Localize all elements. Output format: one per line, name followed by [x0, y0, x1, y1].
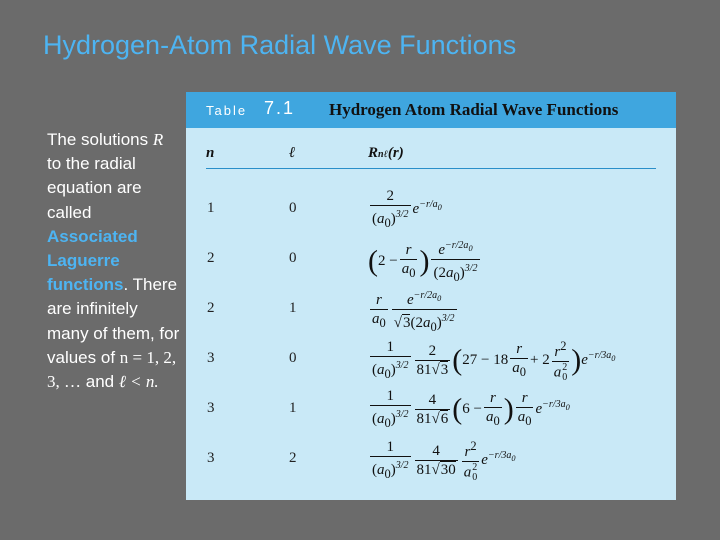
body-text-3: . There are infinitely many of them, for values of: [47, 275, 180, 367]
row-4-l: 0: [289, 350, 297, 366]
row-3-formula: $\frac{r}{a_0}$ $\frac{e^{-r/2a_0}}{√3(2a_0)^{3/2}}$: [372, 290, 455, 334]
row-1-n: 1: [207, 200, 215, 216]
header-rule: [206, 168, 656, 169]
body-text-4: and: [85, 372, 115, 392]
table-label-number: 7.1: [264, 98, 296, 118]
row-4-n: 3: [207, 350, 215, 366]
n-values: n = 1, 2, 3, …: [47, 347, 177, 392]
row-6-n: 3: [207, 450, 215, 466]
row-2-l: 0: [289, 250, 297, 266]
row-1-formula: $\frac{2}{(a_0)^{3/2}}$ $e^{-r/a_0}$: [372, 188, 442, 230]
body-text: [47, 128, 182, 394]
body-text-1: The solutions: [47, 130, 149, 149]
row-6-l: 2: [289, 450, 297, 466]
row-5-n: 3: [207, 400, 215, 416]
table-caption: Hydrogen Atom Radial Wave Functions: [329, 100, 619, 119]
row-1-l: 0: [289, 200, 297, 216]
table-label-word: Table: [206, 103, 248, 118]
column-header-r: Rnℓ(r): [368, 145, 404, 161]
row-3-n: 2: [207, 300, 215, 316]
row-5-l: 1: [289, 400, 297, 416]
l-condition: ℓ < n.: [118, 372, 159, 392]
variable-r: R: [152, 130, 164, 149]
row-5-formula: $\frac{1}{(a_0)^{3/2}}$ $\frac{4}{81√6}$ (6 − $\frac{r}{a_0}$ ) $\frac{r}{a_0}$ $e^{-r/3a_0}$: [372, 388, 570, 430]
slide-title: Hydrogen-Atom Radial Wave Functions: [43, 30, 517, 60]
body-text-2: to the radial equation are called: [47, 154, 142, 222]
column-header-n: n: [206, 145, 215, 161]
row-3-l: 1: [289, 300, 297, 316]
wave-function-table: [186, 92, 676, 500]
associated-laguerre-highlight: Associated Laguerre functions: [47, 226, 138, 295]
row-2-formula: (2 − $\frac{r}{a_0}$ ) $\frac{e^{-r/2a_0}}{(2a_0)^{3/2}}$: [368, 240, 478, 284]
row-6-formula: $\frac{1}{(a_0)^{3/2}}$ $\frac{4}{81√30}$ $r^2$ a 2 0 $e^{-r/3a_0}$: [372, 439, 516, 483]
column-header-l: ℓ: [289, 145, 296, 161]
row-4-formula: $\frac{1}{(a_0)^{3/2}}$ $\frac{2}{81√3}$ (27 − 18 $\frac{r}{a_0}$ + 2 $r^2$ a 2 0 )$e^{-r/3a_0}$: [372, 339, 616, 383]
row-2-n: 2: [207, 250, 215, 266]
